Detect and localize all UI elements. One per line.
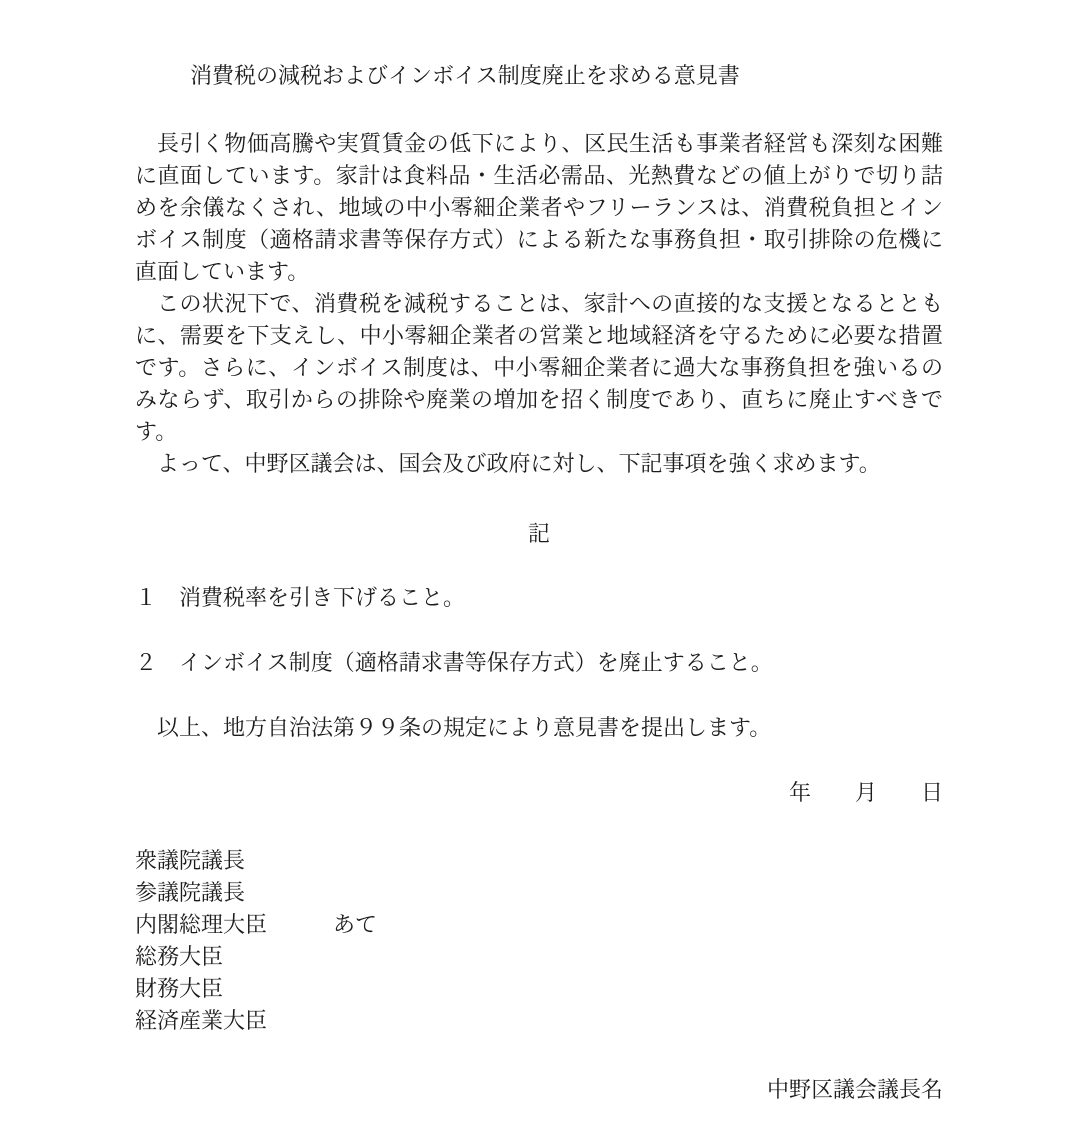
paragraph-3: よって、中野区議会は、国会及び政府に対し、下記事項を強く求めます。 <box>157 451 881 476</box>
addressee-list <box>135 845 943 1037</box>
closing-statement: 以上、地方自治法第９９条の規定により意見書を提出します。 <box>157 715 772 740</box>
addressee-somu-daijin: 総務大臣 <box>135 944 224 969</box>
addressee-keizai-sangyo-daijin: 経済産業大臣 <box>135 1008 268 1033</box>
signature-line: 中野区議会議長名 <box>766 1077 943 1102</box>
addressee-naikaku-sori-daijin <box>135 909 943 941</box>
demand-item-1: １ 消費税率を引き下げること。 <box>135 585 466 610</box>
addressee-zaimu-daijin: 財務大臣 <box>135 976 224 1001</box>
date-line: 年 月 日 <box>788 780 943 805</box>
addressee-sangiin-gicho: 参議院議長 <box>135 880 246 905</box>
section-marker-ki: 記 <box>527 521 550 546</box>
paragraph-2: この状況下で、消費税を減税することは、家計への直接的な支援となるとともに、需要を下支えし、中小零細企業者の営業と地域経済を守るために必要な措置です。さらに、インボイス制度は、中小零細企業者に過大な事務負担を強いるのみならず、取引からの排除や廃業の増加を招く制度であり、直ちに廃止すべきです。 <box>135 291 943 444</box>
demand-item-2: ２ インボイス制度（適格請求書等保存方式）を廃止すること。 <box>135 650 773 675</box>
addressee-suffix-ate: あて <box>333 912 378 937</box>
document-body <box>135 128 943 480</box>
document-title: 消費税の減税およびインボイス制度廃止を求める意見書 <box>190 63 740 88</box>
addressee-shugiin-gicho: 衆議院議長 <box>135 848 246 873</box>
addressee-name: 内閣総理大臣 <box>135 912 268 937</box>
paragraph-1: 長引く物価高騰や実質賃金の低下により、区民生活も事業者経営も深刻な困難に直面しています。家計は食料品・生活必需品、光熱費などの値上がりで切り詰めを余儀なくされ、地域の中小零細企業者やフリーランスは、消費税負担とインボイス制度（適格請求書等保存方式）による新たな事務負担・取引排除の危機に直面しています。 <box>135 131 943 284</box>
